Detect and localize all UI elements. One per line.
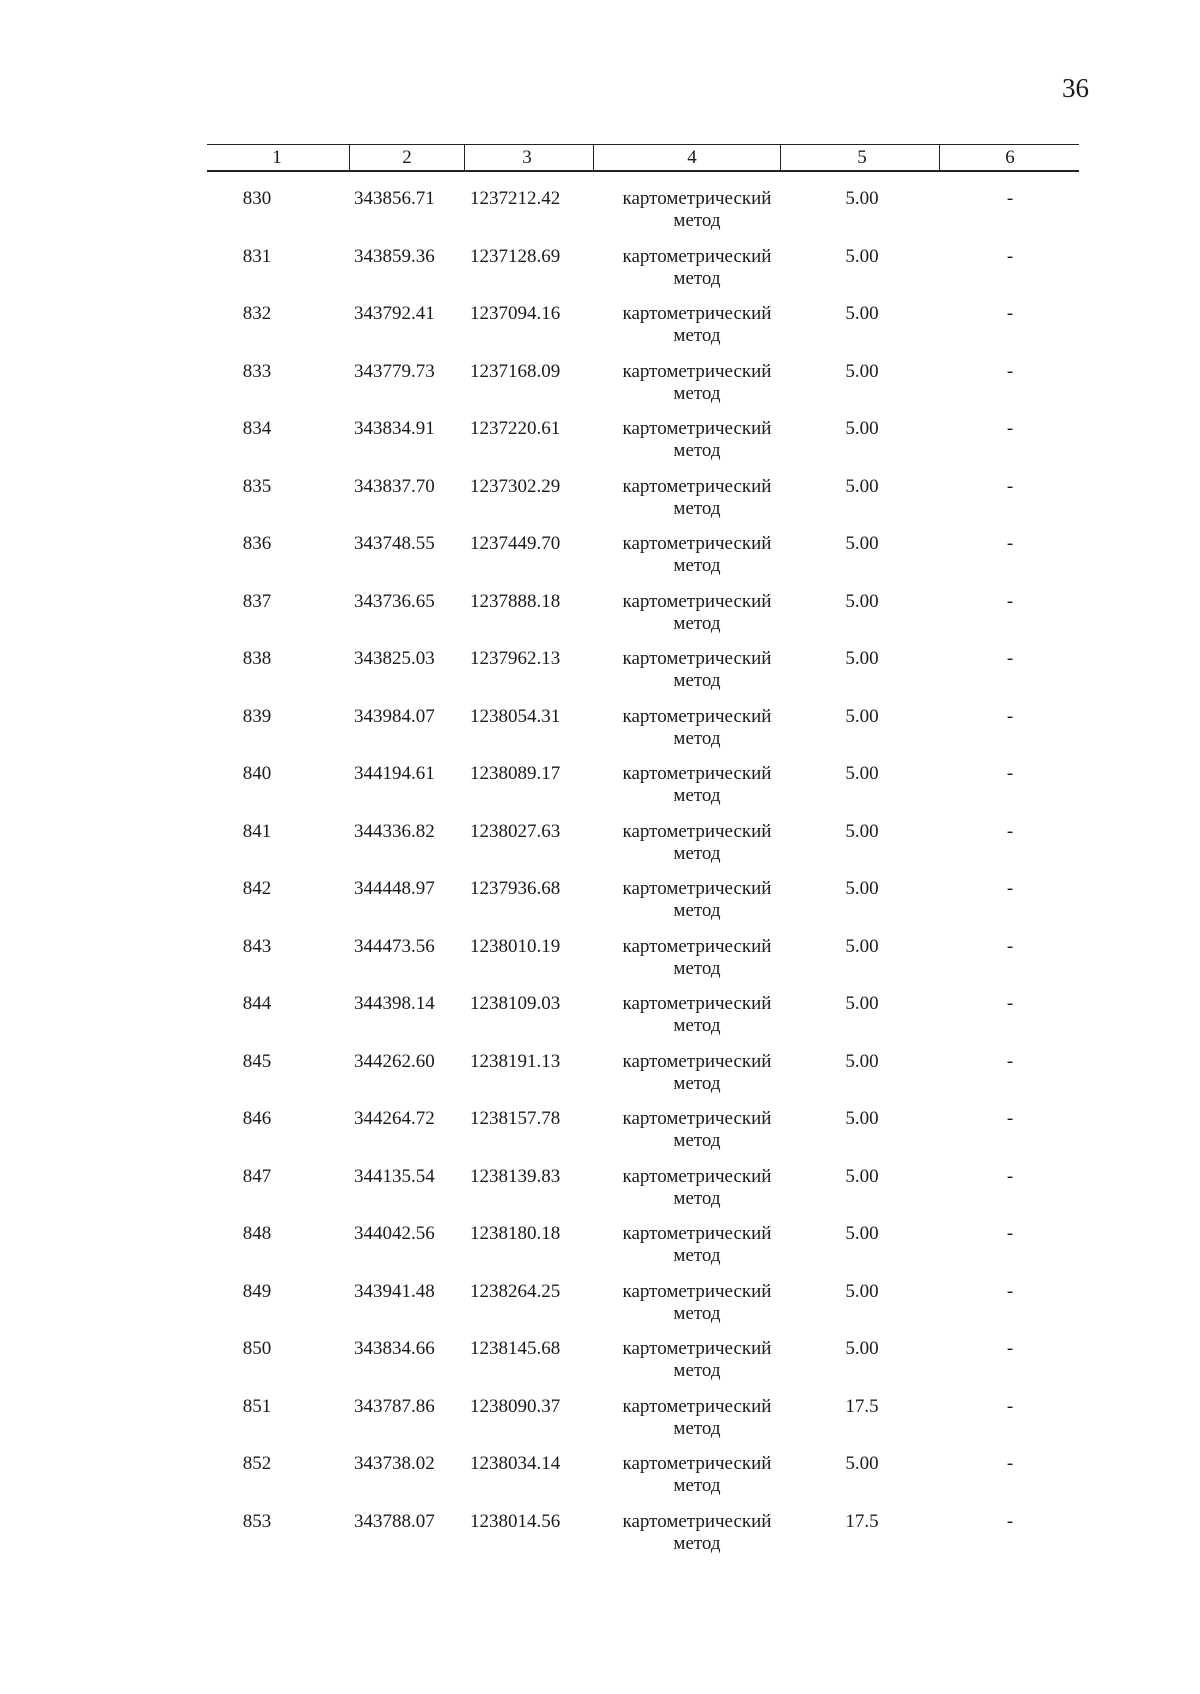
y-coordinate-cell: 1238139.83 [470, 1165, 561, 1187]
accuracy-cell: 5.00 [845, 1280, 879, 1302]
method-line-2: метод [673, 555, 721, 576]
method-line-1: картометрический [622, 590, 772, 612]
note-cell: - [1006, 1510, 1014, 1532]
note-cell: - [1006, 533, 1014, 554]
method-cell [597, 246, 797, 290]
column-divider [349, 145, 350, 170]
x-coordinate-cell: 344042.56 [354, 1223, 435, 1244]
accuracy-cell: 5.00 [845, 418, 879, 439]
method-line-2: метод [673, 1417, 721, 1439]
method-cell [597, 476, 797, 520]
method-line-1: картометрический [622, 303, 772, 324]
accuracy-cell: 17.5 [845, 1510, 879, 1532]
method-cell [597, 1223, 797, 1267]
x-coordinate-cell: 344135.54 [354, 1165, 435, 1187]
table-header [207, 144, 1079, 172]
method-line-1: картометрический [622, 878, 772, 899]
point-number-cell: 832 [242, 303, 272, 324]
table-row [207, 1396, 1079, 1454]
x-coordinate-cell: 344398.14 [354, 993, 435, 1014]
x-coordinate-cell: 343779.73 [354, 360, 435, 382]
point-number-cell: 830 [242, 188, 272, 209]
accuracy-cell: 5.00 [845, 475, 879, 497]
x-coordinate-cell: 343748.55 [354, 533, 435, 554]
table-row [207, 993, 1079, 1051]
note-cell: - [1006, 705, 1014, 727]
accuracy-cell: 5.00 [845, 188, 879, 209]
x-coordinate-cell: 344194.61 [354, 763, 435, 784]
note-cell: - [1006, 1223, 1014, 1244]
method-cell [597, 763, 797, 807]
method-line-2: метод [673, 325, 721, 346]
note-cell: - [1006, 1395, 1014, 1417]
method-line-1: картометрический [622, 1338, 772, 1359]
note-cell: - [1006, 1453, 1014, 1474]
method-cell [597, 1338, 797, 1382]
point-number-cell: 845 [242, 1050, 272, 1072]
point-number-cell: 850 [242, 1338, 272, 1359]
point-number-cell: 843 [242, 935, 272, 957]
point-number-cell: 849 [242, 1280, 272, 1302]
column-divider [939, 145, 940, 170]
y-coordinate-cell: 1237302.29 [470, 475, 561, 497]
method-line-2: метод [673, 1245, 721, 1266]
note-cell: - [1006, 1280, 1014, 1302]
note-cell: - [1006, 878, 1014, 899]
table-row [207, 476, 1079, 534]
y-coordinate-cell: 1237220.61 [470, 418, 561, 439]
x-coordinate-cell: 343736.65 [354, 590, 435, 612]
table-row [207, 591, 1079, 649]
coordinates-table [207, 144, 1079, 1554]
method-line-2: метод [673, 382, 721, 404]
table-row [207, 303, 1079, 361]
column-header-2: 2 [402, 147, 412, 168]
table-row [207, 1511, 1079, 1569]
y-coordinate-cell: 1237888.18 [470, 590, 561, 612]
y-coordinate-cell: 1237962.13 [470, 648, 561, 669]
x-coordinate-cell: 344262.60 [354, 1050, 435, 1072]
table-row [207, 418, 1079, 476]
note-cell: - [1006, 1165, 1014, 1187]
method-line-1: картометрический [622, 1395, 772, 1417]
table-row [207, 936, 1079, 994]
note-cell: - [1006, 1108, 1014, 1129]
accuracy-cell: 17.5 [845, 1395, 879, 1417]
method-line-2: метод [673, 1130, 721, 1151]
y-coordinate-cell: 1238145.68 [470, 1338, 561, 1359]
table-row [207, 1108, 1079, 1166]
method-cell [597, 361, 797, 405]
y-coordinate-cell: 1238089.17 [470, 763, 561, 784]
method-line-1: картометрический [622, 360, 772, 382]
note-cell: - [1006, 360, 1014, 382]
method-cell [597, 993, 797, 1037]
accuracy-cell: 5.00 [845, 878, 879, 899]
table-row [207, 648, 1079, 706]
table-row [207, 188, 1079, 246]
column-header-1: 1 [272, 147, 282, 168]
method-line-2: метод [673, 670, 721, 691]
method-cell [597, 1166, 797, 1210]
point-number-cell: 837 [242, 590, 272, 612]
method-line-1: картометрический [622, 1223, 772, 1244]
method-line-1: картометрический [622, 1108, 772, 1129]
page-number: 36 [1062, 73, 1089, 103]
y-coordinate-cell: 1237449.70 [470, 533, 561, 554]
method-cell [597, 936, 797, 980]
method-cell [597, 533, 797, 577]
y-coordinate-cell: 1238157.78 [470, 1108, 561, 1129]
note-cell: - [1006, 475, 1014, 497]
method-cell [597, 418, 797, 462]
y-coordinate-cell: 1238027.63 [470, 820, 561, 842]
table-row [207, 763, 1079, 821]
accuracy-cell: 5.00 [845, 993, 879, 1014]
column-divider [780, 145, 781, 170]
point-number-cell: 835 [242, 475, 272, 497]
method-cell [597, 591, 797, 635]
method-line-2: метод [673, 1187, 721, 1209]
table-row [207, 1281, 1079, 1339]
table-row [207, 1166, 1079, 1224]
x-coordinate-cell: 344473.56 [354, 935, 435, 957]
x-coordinate-cell: 343859.36 [354, 245, 435, 267]
note-cell: - [1006, 188, 1014, 209]
method-line-1: картометрический [622, 475, 772, 497]
method-line-1: картометрический [622, 418, 772, 439]
column-header-5: 5 [857, 147, 867, 168]
x-coordinate-cell: 343788.07 [354, 1510, 435, 1532]
method-line-2: метод [673, 1015, 721, 1036]
method-line-1: картометрический [622, 763, 772, 784]
method-line-1: картометрический [622, 648, 772, 669]
note-cell: - [1006, 935, 1014, 957]
x-coordinate-cell: 343792.41 [354, 303, 435, 324]
y-coordinate-cell: 1237212.42 [470, 188, 561, 209]
y-coordinate-cell: 1238180.18 [470, 1223, 561, 1244]
note-cell: - [1006, 763, 1014, 784]
table-row [207, 361, 1079, 419]
table-row [207, 533, 1079, 591]
accuracy-cell: 5.00 [845, 303, 879, 324]
y-coordinate-cell: 1237168.09 [470, 360, 561, 382]
note-cell: - [1006, 418, 1014, 439]
method-line-1: картометрический [622, 935, 772, 957]
method-line-1: картометрический [622, 705, 772, 727]
point-number-cell: 847 [242, 1165, 272, 1187]
accuracy-cell: 5.00 [845, 648, 879, 669]
method-cell [597, 1396, 797, 1440]
table-row [207, 1338, 1079, 1396]
method-line-2: метод [673, 497, 721, 519]
method-line-2: метод [673, 1302, 721, 1324]
accuracy-cell: 5.00 [845, 705, 879, 727]
point-number-cell: 831 [242, 245, 272, 267]
column-header-3: 3 [522, 147, 532, 168]
method-line-2: метод [673, 210, 721, 231]
method-cell [597, 706, 797, 750]
table-row [207, 246, 1079, 304]
x-coordinate-cell: 343856.71 [354, 188, 435, 209]
accuracy-cell: 5.00 [845, 1223, 879, 1244]
accuracy-cell: 5.00 [845, 1050, 879, 1072]
accuracy-cell: 5.00 [845, 245, 879, 267]
method-line-2: метод [673, 267, 721, 289]
y-coordinate-cell: 1238054.31 [470, 705, 561, 727]
y-coordinate-cell: 1238010.19 [470, 935, 561, 957]
method-cell [597, 821, 797, 865]
column-header-4: 4 [687, 147, 697, 168]
accuracy-cell: 5.00 [845, 1165, 879, 1187]
method-line-1: картометрический [622, 1280, 772, 1302]
accuracy-cell: 5.00 [845, 1108, 879, 1129]
x-coordinate-cell: 343941.48 [354, 1280, 435, 1302]
table-row [207, 706, 1079, 764]
note-cell: - [1006, 1050, 1014, 1072]
x-coordinate-cell: 343738.02 [354, 1453, 435, 1474]
method-cell [597, 648, 797, 692]
method-cell [597, 878, 797, 922]
note-cell: - [1006, 648, 1014, 669]
accuracy-cell: 5.00 [845, 360, 879, 382]
point-number-cell: 833 [242, 360, 272, 382]
point-number-cell: 842 [242, 878, 272, 899]
method-line-2: метод [673, 1072, 721, 1094]
method-line-2: метод [673, 612, 721, 634]
column-divider [593, 145, 594, 170]
method-cell [597, 303, 797, 347]
y-coordinate-cell: 1238034.14 [470, 1453, 561, 1474]
accuracy-cell: 5.00 [845, 590, 879, 612]
table-row [207, 1051, 1079, 1109]
method-line-1: картометрический [622, 1165, 772, 1187]
method-line-2: метод [673, 1475, 721, 1496]
note-cell: - [1006, 1338, 1014, 1359]
y-coordinate-cell: 1238090.37 [470, 1395, 561, 1417]
x-coordinate-cell: 343834.91 [354, 418, 435, 439]
point-number-cell: 839 [242, 705, 272, 727]
method-line-1: картометрический [622, 820, 772, 842]
table-row [207, 878, 1079, 936]
method-line-1: картометрический [622, 1453, 772, 1474]
point-number-cell: 834 [242, 418, 272, 439]
method-line-2: метод [673, 1532, 721, 1554]
method-line-2: метод [673, 900, 721, 921]
x-coordinate-cell: 343837.70 [354, 475, 435, 497]
method-line-1: картометрический [622, 1510, 772, 1532]
table-row [207, 821, 1079, 879]
table-body [207, 188, 1079, 1568]
method-line-1: картометрический [622, 245, 772, 267]
method-cell [597, 1511, 797, 1555]
accuracy-cell: 5.00 [845, 820, 879, 842]
y-coordinate-cell: 1238264.25 [470, 1280, 561, 1302]
y-coordinate-cell: 1238191.13 [470, 1050, 561, 1072]
point-number-cell: 840 [242, 763, 272, 784]
table-row [207, 1223, 1079, 1281]
x-coordinate-cell: 343825.03 [354, 648, 435, 669]
y-coordinate-cell: 1237936.68 [470, 878, 561, 899]
x-coordinate-cell: 343834.66 [354, 1338, 435, 1359]
column-divider [464, 145, 465, 170]
note-cell: - [1006, 820, 1014, 842]
method-line-2: метод [673, 1360, 721, 1381]
method-line-2: метод [673, 957, 721, 979]
x-coordinate-cell: 343787.86 [354, 1395, 435, 1417]
method-line-1: картометрический [622, 188, 772, 209]
point-number-cell: 851 [242, 1395, 272, 1417]
point-number-cell: 838 [242, 648, 272, 669]
column-header-6: 6 [1005, 147, 1015, 168]
method-cell [597, 188, 797, 232]
method-line-2: метод [673, 440, 721, 461]
note-cell: - [1006, 590, 1014, 612]
method-line-1: картометрический [622, 533, 772, 554]
x-coordinate-cell: 344264.72 [354, 1108, 435, 1129]
point-number-cell: 852 [242, 1453, 272, 1474]
point-number-cell: 848 [242, 1223, 272, 1244]
method-line-2: метод [673, 842, 721, 864]
point-number-cell: 836 [242, 533, 272, 554]
accuracy-cell: 5.00 [845, 1453, 879, 1474]
note-cell: - [1006, 303, 1014, 324]
y-coordinate-cell: 1238014.56 [470, 1510, 561, 1532]
method-line-2: метод [673, 727, 721, 749]
table-row [207, 1453, 1079, 1511]
accuracy-cell: 5.00 [845, 763, 879, 784]
y-coordinate-cell: 1237128.69 [470, 245, 561, 267]
point-number-cell: 841 [242, 820, 272, 842]
point-number-cell: 853 [242, 1510, 272, 1532]
point-number-cell: 844 [242, 993, 272, 1014]
method-cell [597, 1108, 797, 1152]
point-number-cell: 846 [242, 1108, 272, 1129]
accuracy-cell: 5.00 [845, 1338, 879, 1359]
method-cell [597, 1281, 797, 1325]
method-cell [597, 1051, 797, 1095]
accuracy-cell: 5.00 [845, 935, 879, 957]
method-cell [597, 1453, 797, 1497]
method-line-1: картометрический [622, 1050, 772, 1072]
note-cell: - [1006, 245, 1014, 267]
method-line-1: картометрический [622, 993, 772, 1014]
x-coordinate-cell: 344448.97 [354, 878, 435, 899]
y-coordinate-cell: 1238109.03 [470, 993, 561, 1014]
x-coordinate-cell: 344336.82 [354, 820, 435, 842]
note-cell: - [1006, 993, 1014, 1014]
x-coordinate-cell: 343984.07 [354, 705, 435, 727]
method-line-2: метод [673, 785, 721, 806]
y-coordinate-cell: 1237094.16 [470, 303, 561, 324]
accuracy-cell: 5.00 [845, 533, 879, 554]
